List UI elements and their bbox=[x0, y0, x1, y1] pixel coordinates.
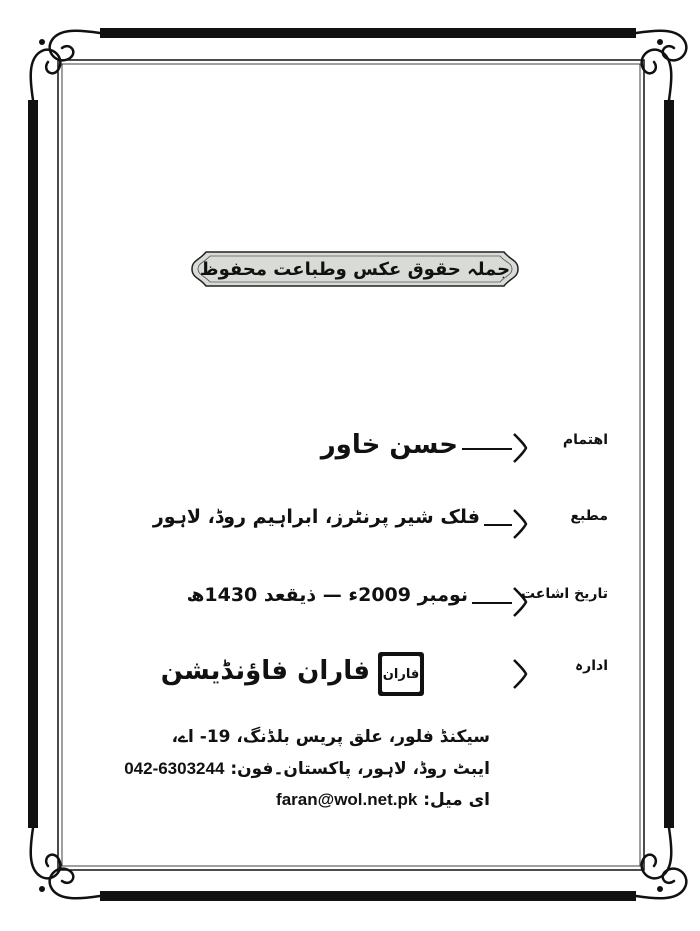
row-label: مطبع bbox=[570, 508, 608, 524]
address-line-2 bbox=[124, 758, 490, 779]
phone-number: 042-6303244 bbox=[124, 759, 225, 778]
address-line-1: سیکنڈ فلور، علق پریس بلڈنگ، 19- اے، bbox=[171, 727, 490, 747]
pointer-icon bbox=[510, 504, 530, 544]
row-value: حسن خاور bbox=[320, 430, 458, 460]
row-label: اهتمام bbox=[562, 432, 608, 448]
address-line-3 bbox=[276, 790, 490, 810]
pointer-icon bbox=[510, 582, 530, 622]
rights-banner bbox=[188, 246, 522, 292]
row-value: نومبر 2009ء — ذیقعد 1430ھ bbox=[186, 584, 468, 606]
faran-logo bbox=[378, 652, 424, 696]
row-label: تاریخ اشاعت bbox=[520, 586, 608, 602]
row-printer bbox=[0, 504, 700, 544]
row-dash bbox=[462, 448, 512, 450]
pointer-icon bbox=[510, 428, 530, 468]
row-institution bbox=[0, 654, 700, 694]
email-label: ای میل: bbox=[423, 790, 490, 810]
row-supervision bbox=[0, 428, 700, 468]
pointer-icon bbox=[510, 654, 530, 694]
row-dash bbox=[472, 602, 512, 604]
address-line-2-text: ایبٹ روڈ، لاہور، پاکستان۔فون: bbox=[230, 759, 490, 779]
institution-name: فاران فاؤنڈیشن bbox=[160, 656, 370, 686]
row-value: فلک شیر پرنٹرز، ابراہیم روڈ، لاہور bbox=[152, 506, 480, 528]
row-dash bbox=[484, 524, 512, 526]
logo-text: فاران bbox=[382, 656, 420, 692]
email-address[interactable]: faran@wol.net.pk bbox=[276, 790, 418, 809]
row-label: ادارہ bbox=[574, 658, 608, 674]
banner-text: جملہ حقوق عکس وطباعت محفوظ bbox=[199, 258, 511, 280]
row-publication-date bbox=[0, 582, 700, 622]
